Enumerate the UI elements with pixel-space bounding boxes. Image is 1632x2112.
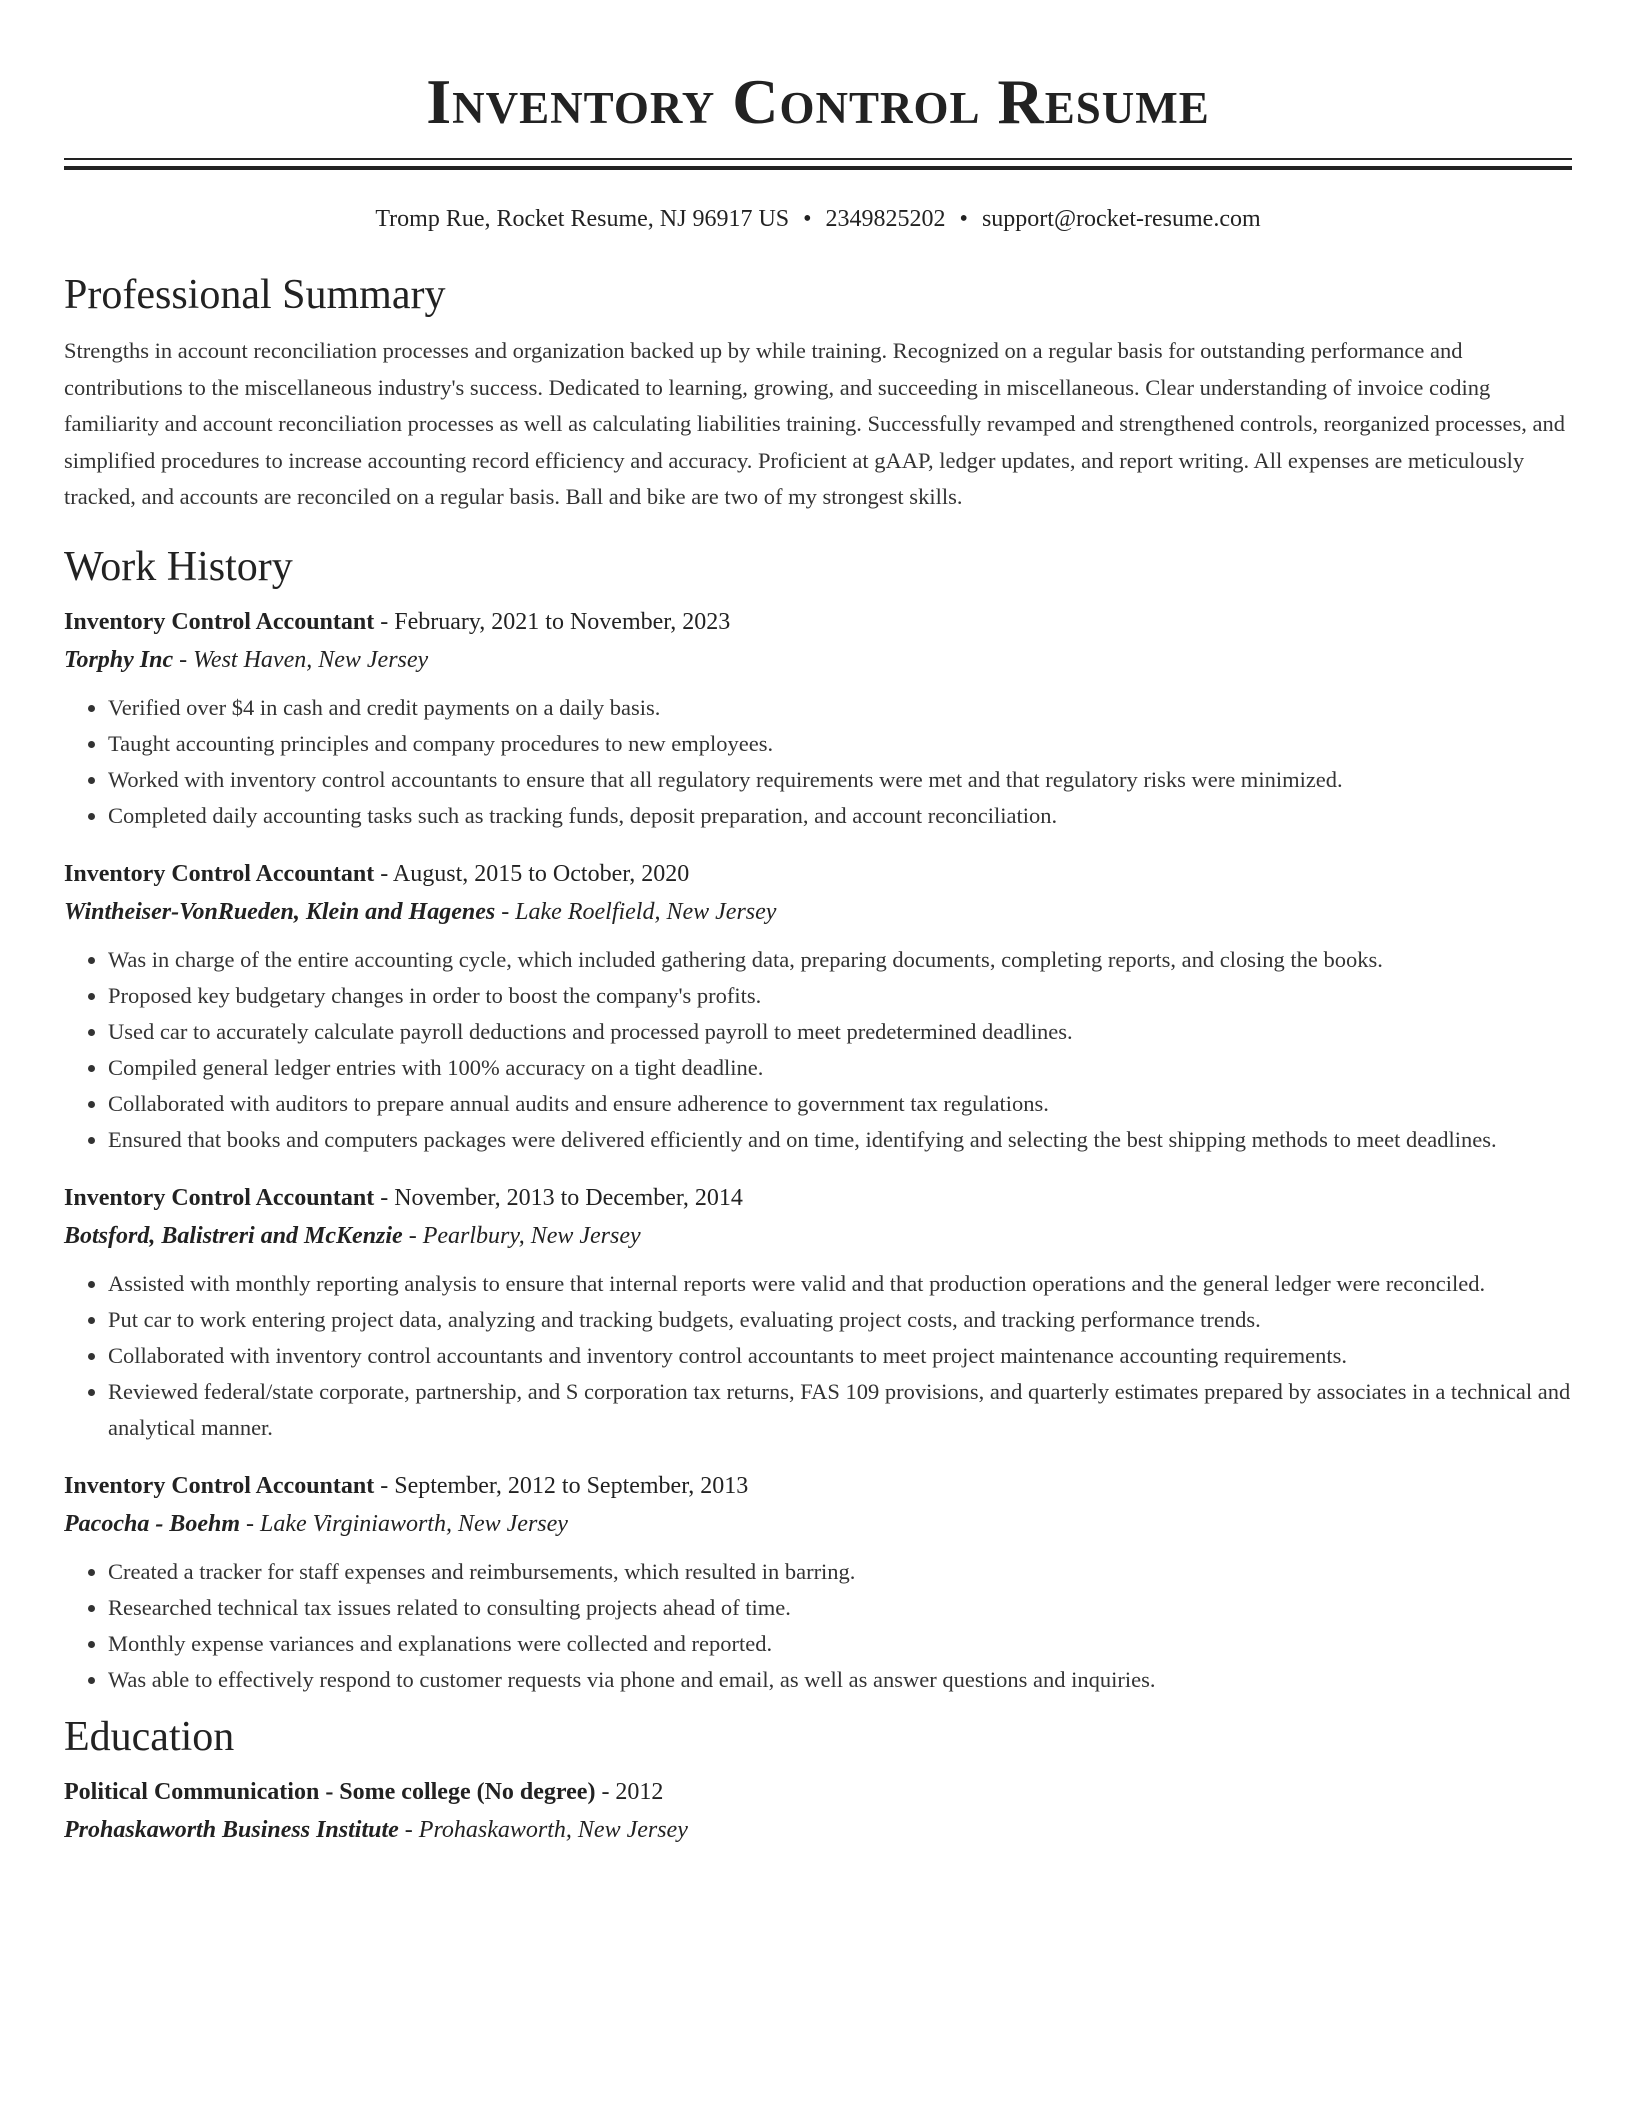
job-entry [64, 604, 1572, 834]
job-bullet: • Used car to accurately calculate payroll deductions and processed payroll to meet predetermined deadlines. [108, 1014, 1572, 1050]
job-bullet: • Reviewed federal/state corporate, partnership, and S corporation tax returns, FAS 109 provisions, and quarterly estimates prepared by associates in a technical and analytical manner. [108, 1374, 1572, 1446]
job-entry [64, 856, 1572, 1158]
job-location: - Pearlbury, New Jersey [402, 1222, 641, 1249]
job-company: Pacocha - Boehm [64, 1510, 240, 1537]
work-history-heading: Work History [64, 543, 293, 590]
job-bullet: • Ensured that books and computers packages were delivered efficiently and on time, identifying and selecting the best shipping methods to meet deadlines. [108, 1122, 1572, 1158]
job-bullets [64, 942, 1572, 1158]
title-divider-thin [64, 158, 1572, 160]
job-dates: - September, 2012 to September, 2013 [374, 1472, 749, 1499]
contact-phone: 2349825202 [825, 206, 946, 232]
education-header [64, 1774, 1572, 1810]
job-header [64, 604, 1572, 640]
job-header [64, 1180, 1572, 1216]
education-year: - 2012 [595, 1778, 664, 1805]
job-bullet: • Collaborated with auditors to prepare annual audits and ensure adherence to government tax regulations. [108, 1086, 1572, 1122]
title-divider-thick [64, 166, 1572, 170]
job-bullet: • Was in charge of the entire accounting cycle, which included gathering data, preparing documents, completing reports, and closing the books. [108, 942, 1572, 978]
job-title: Inventory Control Accountant [64, 1472, 375, 1499]
contact-separator: • [803, 206, 812, 232]
education-entry [64, 1774, 1572, 1850]
job-company: Wintheiser-VonRueden, Klein and Hagenes [64, 898, 496, 925]
education-school-line [64, 1810, 1572, 1850]
resume-page [64, 0, 1572, 1850]
job-bullet: • Proposed key budgetary changes in order to boost the company's profits. [108, 978, 1572, 1014]
job-employer [64, 892, 1572, 932]
job-entry [64, 1180, 1572, 1446]
education-heading: Education [64, 1713, 235, 1760]
job-bullet: • Assisted with monthly reporting analysis to ensure that internal reports were valid and that production operations and the general ledger were reconciled. [108, 1266, 1572, 1302]
job-entry [64, 1468, 1572, 1698]
education-degree: Political Communication - Some college (No degree) [64, 1778, 596, 1805]
summary-text: Strengths in account reconciliation processes and organization backed up by while training. Recognized on a regular basis for outstanding performance and contributions to the miscellaneous industry's success. Dedicated to learning, growing, and succeeding in miscellaneous. Clear understanding of invoice coding familiarity and account reconciliation processes as well as calculating liabilities training. Successfully revamped and strengthened controls, reorganized processes, and simplified procedures to increase accounting record efficiency and accuracy. Proficient at gAAP, ledger updates, and report writing. All expenses are meticulously tracked, and accounts are reconciled on a regular basis. Ball and bike are two of my strongest skills. [64, 338, 1565, 509]
job-bullets [64, 1266, 1572, 1446]
contact-line [64, 204, 1572, 234]
job-bullet: • Verified over $4 in cash and credit payments on a daily basis. [108, 690, 1572, 726]
job-header [64, 1468, 1572, 1504]
job-company: Botsford, Balistreri and McKenzie [64, 1222, 403, 1249]
education-school: Prohaskaworth Business Institute [64, 1816, 399, 1843]
job-bullets [64, 1554, 1572, 1698]
job-employer [64, 640, 1572, 680]
job-dates: - August, 2015 to October, 2020 [374, 860, 690, 887]
job-bullet: • Created a tracker for staff expenses and reimbursements, which resulted in barring. [108, 1554, 1572, 1590]
job-location: - Lake Roelfield, New Jersey [495, 898, 777, 925]
job-bullet: • Completed daily accounting tasks such as tracking funds, deposit preparation, and account reconciliation. [108, 798, 1572, 834]
job-bullet: • Was able to effectively respond to customer requests via phone and email, as well as answer questions and inquiries. [108, 1662, 1572, 1698]
job-employer [64, 1216, 1572, 1256]
job-dates: - February, 2021 to November, 2023 [374, 608, 731, 635]
job-location: - Lake Virginiaworth, New Jersey [239, 1510, 568, 1537]
summary-heading: Professional Summary [64, 272, 446, 318]
job-header [64, 856, 1572, 892]
job-bullets [64, 690, 1572, 834]
job-title: Inventory Control Accountant [64, 608, 375, 635]
job-bullet: • Taught accounting principles and company procedures to new employees. [108, 726, 1572, 762]
job-bullet: • Monthly expense variances and explanations were collected and reported. [108, 1626, 1572, 1662]
contact-address: Tromp Rue, Rocket Resume, NJ 96917 US [375, 206, 790, 232]
education-location: - Prohaskaworth, New Jersey [398, 1816, 688, 1843]
resume-title: Inventory Control Resume [426, 66, 1210, 137]
job-bullet: • Researched technical tax issues related to consulting projects ahead of time. [108, 1590, 1572, 1626]
job-company: Torphy Inc [64, 646, 174, 673]
contact-email: support@rocket-resume.com [981, 206, 1261, 232]
contact-separator: • [959, 206, 968, 232]
work-history-list [64, 604, 1572, 1698]
job-title: Inventory Control Accountant [64, 860, 375, 887]
job-bullet: • Collaborated with inventory control accountants and inventory control accountants to meet project maintenance accounting requirements. [108, 1338, 1572, 1374]
job-location: - West Haven, New Jersey [173, 646, 429, 673]
job-bullet: • Put car to work entering project data, analyzing and tracking budgets, evaluating project costs, and tracking performance trends. [108, 1302, 1572, 1338]
job-title: Inventory Control Accountant [64, 1184, 375, 1211]
job-employer [64, 1504, 1572, 1544]
job-bullet: • Compiled general ledger entries with 100% accuracy on a tight deadline. [108, 1050, 1572, 1086]
job-bullet: • Worked with inventory control accountants to ensure that all regulatory requirements were met and that regulatory risks were minimized. [108, 762, 1572, 798]
job-dates: - November, 2013 to December, 2014 [374, 1184, 743, 1211]
